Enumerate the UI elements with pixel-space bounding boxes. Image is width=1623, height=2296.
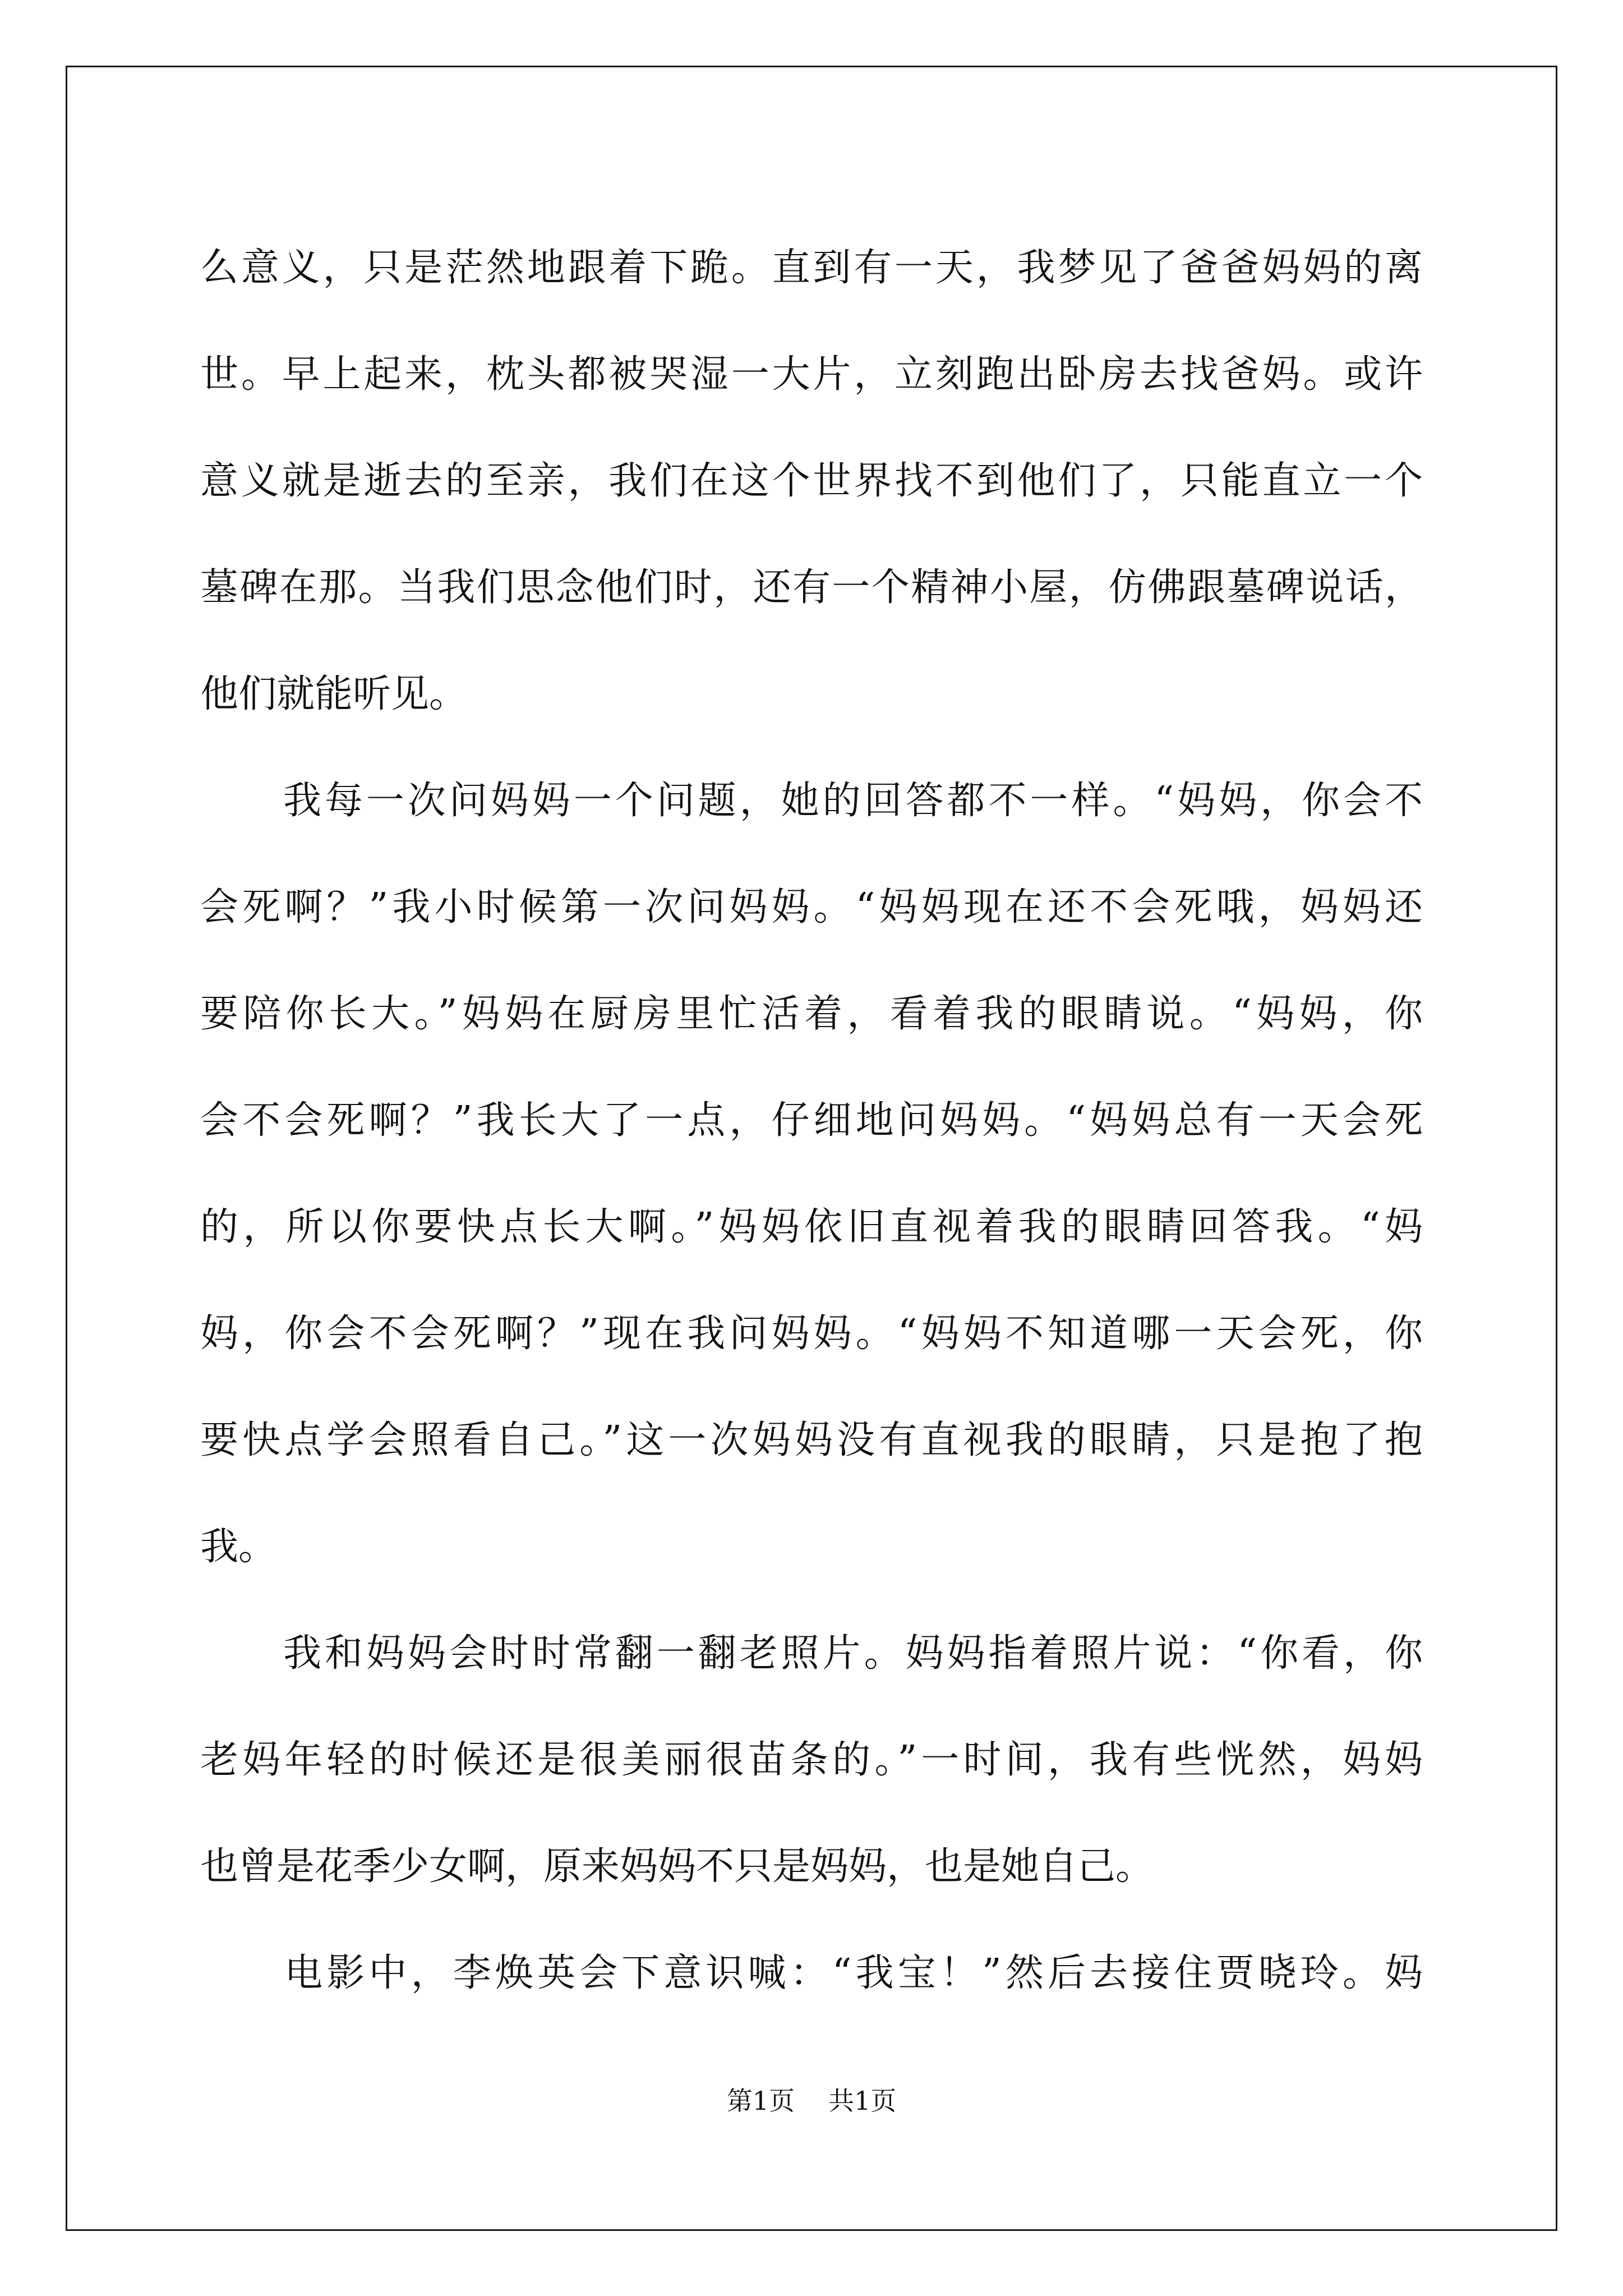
text-line: 墓碑在那。当我们思念他们时，还有一个精神小屋，仿佛跟墓碑说话， — [200, 565, 1423, 610]
paragraph — [200, 215, 1423, 748]
page-total: 共1页 — [828, 2086, 897, 2116]
text-line: 意义就是逝去的至亲，我们在这个世界找不到他们了，只能直立一个 — [200, 459, 1423, 503]
text-line: 要快点学会照看自己。”这一次妈妈没有直视我的眼睛，只是抱了抱 — [200, 1418, 1423, 1462]
page-number: 第1页 — [726, 2086, 795, 2116]
paragraph — [200, 1920, 1423, 2027]
document-body — [200, 215, 1423, 2027]
text-line: 妈，你会不会死啊？”现在我问妈妈。“妈妈不知道哪一天会死，你 — [200, 1312, 1423, 1356]
text-line: 我和妈妈会时时常翻一翻老照片。妈妈指着照片说：“你看，你 — [200, 1631, 1423, 1676]
text-line: 我每一次问妈妈一个问题，她的回答都不一样。“妈妈，你会不 — [200, 779, 1423, 823]
page-footer — [0, 2084, 1623, 2118]
text-line: 我。 — [200, 1525, 277, 1569]
text-line: 老妈年轻的时候还是很美丽很苗条的。”一时间，我有些恍然，妈妈 — [200, 1738, 1423, 1782]
paragraph — [200, 748, 1423, 1600]
text-line: 电影中，李焕英会下意识喊：“我宝！”然后去接住贾晓玲。妈 — [200, 1951, 1423, 1995]
text-line: 的，所以你要快点长大啊。”妈妈依旧直视着我的眼睛回答我。“妈 — [200, 1205, 1423, 1249]
paragraph — [200, 1600, 1423, 1920]
text-line: 会死啊？”我小时候第一次问妈妈。“妈妈现在还不会死哦，妈妈还 — [200, 885, 1423, 930]
text-line: 会不会死啊？”我长大了一点，仔细地问妈妈。“妈妈总有一天会死 — [200, 1098, 1423, 1143]
text-line: 他们就能听见。 — [200, 672, 468, 716]
text-line: 要陪你长大。”妈妈在厨房里忙活着，看着我的眼睛说。“妈妈，你 — [200, 992, 1423, 1036]
text-line: 么意义，只是茫然地跟着下跪。直到有一天，我梦见了爸爸妈妈的离 — [200, 246, 1423, 290]
text-line: 也曾是花季少女啊，原来妈妈不只是妈妈，也是她自己。 — [200, 1844, 1154, 1889]
text-line: 世。早上起来，枕头都被哭湿一大片，立刻跑出卧房去找爸妈。或许 — [200, 352, 1423, 397]
